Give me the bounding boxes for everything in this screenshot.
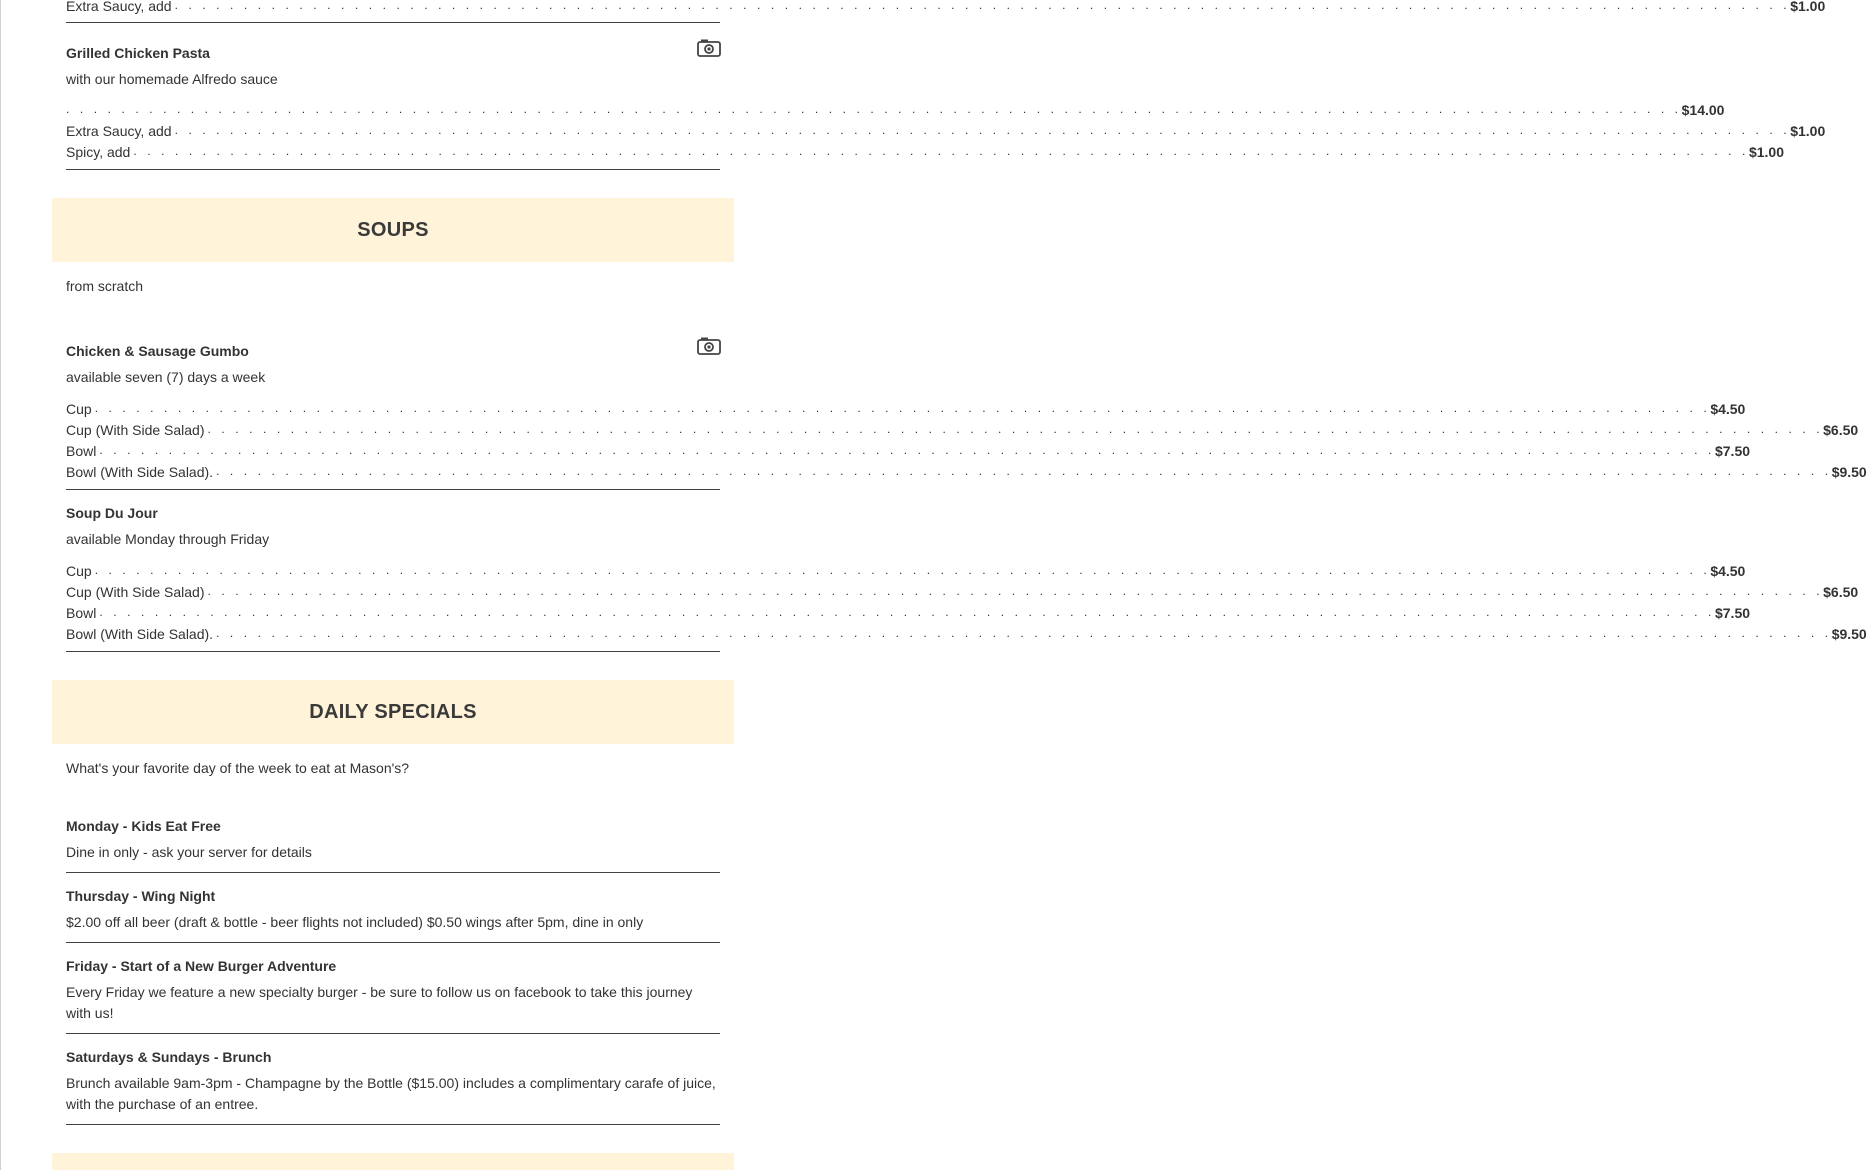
section-title: DAILY SPECIALS <box>309 700 477 723</box>
special-item-title: Friday - Start of a New Burger Adventure <box>66 958 337 974</box>
price-label: Bowl <box>66 443 97 459</box>
price-value: $4.50 <box>1710 401 1746 417</box>
price-label: Bowl (With Side Salad). <box>66 464 214 480</box>
price-value: $1.00 <box>1790 123 1826 139</box>
item-divider <box>66 872 720 873</box>
section-subtitle: from scratch <box>66 278 144 294</box>
menu-item-description: with our homemade Alfredo sauce <box>66 71 278 87</box>
price-value: $4.50 <box>1710 563 1746 579</box>
price-row <box>66 139 1785 160</box>
price-leader-dots: . . . . . . . . . . . . . . . . . . . . . . . . . . . . . . . . . . . . . . . . . . . . . . . . . . . . . . . . . . . . . . . . . . . . . . . . . . . . . . . . . . . . . . . . . . . . . . . . . . . . . . . . . . . . . . . . . . . . . <box>66 102 1682 116</box>
price-label: Cup <box>66 563 92 579</box>
price-value: $9.50 <box>1831 626 1867 642</box>
price-leader-dots: . . . . . . . . . . . . . . . . . . . . . . . . . . . . . . . . . . . . . . . . . . . . . . . . . . . . . . . . . . . . . . . . . . . . . . . . . . . . . . . . . . . . . . . . . . . . . . . . . . . . . . . . . . . . . . . . . . . . . <box>207 584 1824 598</box>
price-row <box>66 621 1867 642</box>
price-leader-dots: . . . . . . . . . . . . . . . . . . . . . . . . . . . . . . . . . . . . . . . . . . . . . . . . . . . . . . . . . . . . . . . . . . . . . . . . . . . . . . . . . . . . . . . . . . . . . . . . . . . . . . . . . . . . . . . . . . . . . <box>174 123 1791 137</box>
special-item <box>66 817 720 835</box>
price-value: $14.00 <box>1681 102 1725 118</box>
item-divider <box>66 942 720 943</box>
menu-item-title: Chicken & Sausage Gumbo <box>66 343 249 359</box>
price-leader-dots: . . . . . . . . . . . . . . . . . . . . . . . . . . . . . . . . . . . . . . . . . . . . . . . . . . . . . . . . . . . . . . . . . . . . . . . . . . . . . . . . . . . . . . . . . . . . . . . . . . . . . . . . . . . . . . . . . . . . . <box>174 0 1791 12</box>
menu-item-description: available Monday through Friday <box>66 531 270 547</box>
price-label: Bowl <box>66 605 97 621</box>
menu-item <box>66 44 720 62</box>
price-row <box>66 396 1746 417</box>
special-item-description: Brunch available 9am-3pm - Champagne by the Bottle ($15.00) includes a complimentary carafe of juice, with the purchase of an entree. <box>66 1075 716 1112</box>
camera-icon[interactable] <box>697 38 721 58</box>
price-leader-dots: . . . . . . . . . . . . . . . . . . . . . . . . . . . . . . . . . . . . . . . . . . . . . . . . . . . . . . . . . . . . . . . . . . . . . . . . . . . . . . . . . . . . . . . . . . . . . . . . . . . . . . . . . . . . . . . . . . . . . <box>94 563 1711 577</box>
price-leader-dots: . . . . . . . . . . . . . . . . . . . . . . . . . . . . . . . . . . . . . . . . . . . . . . . . . . . . . . . . . . . . . . . . . . . . . . . . . . . . . . . . . . . . . . . . . . . . . . . . . . . . . . . . . . . . . . . . . . . . . <box>216 626 1832 640</box>
section-header <box>52 1153 734 1170</box>
price-leader-dots: . . . . . . . . . . . . . . . . . . . . . . . . . . . . . . . . . . . . . . . . . . . . . . . . . . . . . . . . . . . . . . . . . . . . . . . . . . . . . . . . . . . . . . . . . . . . . . . . . . . . . . . . . . . . . . . . . . . . . <box>133 144 1749 158</box>
price-label: Spicy, add <box>66 144 131 160</box>
menu-item-title: Grilled Chicken Pasta <box>66 45 210 61</box>
item-divider <box>66 169 720 170</box>
price-label: Cup (With Side Salad) <box>66 422 205 438</box>
price-leader-dots: . . . . . . . . . . . . . . . . . . . . . . . . . . . . . . . . . . . . . . . . . . . . . . . . . . . . . . . . . . . . . . . . . . . . . . . . . . . . . . . . . . . . . . . . . . . . . . . . . . . . . . . . . . . . . . . . . . . . . <box>94 401 1711 415</box>
item-divider <box>66 489 720 490</box>
price-row <box>66 558 1746 579</box>
special-item-description: Dine in only - ask your server for details <box>66 844 312 860</box>
section-header <box>52 680 734 744</box>
price-row <box>66 97 1725 118</box>
price-row <box>66 417 1859 438</box>
price-leader-dots: . . . . . . . . . . . . . . . . . . . . . . . . . . . . . . . . . . . . . . . . . . . . . . . . . . . . . . . . . . . . . . . . . . . . . . . . . . . . . . . . . . . . . . . . . . . . . . . . . . . . . . . . . . . . . . . . . . . . . <box>99 605 1715 619</box>
price-leader-dots: . . . . . . . . . . . . . . . . . . . . . . . . . . . . . . . . . . . . . . . . . . . . . . . . . . . . . . . . . . . . . . . . . . . . . . . . . . . . . . . . . . . . . . . . . . . . . . . . . . . . . . . . . . . . . . . . . . . . . <box>99 443 1715 457</box>
special-item <box>66 887 720 905</box>
price-label: Cup (With Side Salad) <box>66 584 205 600</box>
menu-item-title: Soup Du Jour <box>66 505 158 521</box>
price-leader-dots: . . . . . . . . . . . . . . . . . . . . . . . . . . . . . . . . . . . . . . . . . . . . . . . . . . . . . . . . . . . . . . . . . . . . . . . . . . . . . . . . . . . . . . . . . . . . . . . . . . . . . . . . . . . . . . . . . . . . . <box>216 464 1832 478</box>
special-item <box>66 957 720 975</box>
section-title: SOUPS <box>357 218 429 241</box>
price-row <box>66 118 1826 139</box>
price-value: $7.50 <box>1714 443 1751 459</box>
special-item-title: Thursday - Wing Night <box>66 888 216 904</box>
item-divider <box>66 651 720 652</box>
section-subtitle: What's your favorite day of the week to eat at Mason's? <box>66 760 410 776</box>
price-label: Extra Saucy, add <box>66 123 172 139</box>
item-divider <box>66 22 720 23</box>
special-item-title: Saturdays & Sundays - Brunch <box>66 1049 272 1065</box>
menu-item <box>66 342 720 360</box>
menu-item <box>66 504 720 522</box>
price-row <box>66 438 1751 459</box>
price-value: $1.00 <box>1748 144 1785 160</box>
price-row <box>66 579 1859 600</box>
price-row <box>66 600 1751 621</box>
price-value: $1.00 <box>1790 0 1826 14</box>
price-value: $9.50 <box>1831 464 1867 480</box>
camera-icon[interactable] <box>697 336 721 356</box>
price-row <box>66 0 1826 14</box>
special-item-title: Monday - Kids Eat Free <box>66 818 221 834</box>
price-value: $6.50 <box>1823 584 1859 600</box>
price-row <box>66 459 1867 480</box>
special-item-description: Every Friday we feature a new specialty burger - be sure to follow us on facebook to take this journey with us! <box>66 984 693 1021</box>
price-label: Bowl (With Side Salad). <box>66 626 214 642</box>
price-value: $6.50 <box>1823 422 1859 438</box>
special-item <box>66 1048 720 1066</box>
item-divider <box>66 1033 720 1034</box>
section-header <box>52 198 734 262</box>
page-left-border <box>0 0 1 1170</box>
price-leader-dots: . . . . . . . . . . . . . . . . . . . . . . . . . . . . . . . . . . . . . . . . . . . . . . . . . . . . . . . . . . . . . . . . . . . . . . . . . . . . . . . . . . . . . . . . . . . . . . . . . . . . . . . . . . . . . . . . . . . . . <box>207 422 1824 436</box>
item-divider <box>66 1124 720 1125</box>
price-value: $7.50 <box>1714 605 1751 621</box>
price-label: Extra Saucy, add <box>66 0 172 14</box>
special-item-description: $2.00 off all beer (draft & bottle - beer flights not included) $0.50 wings after 5pm, dine in only <box>66 914 644 930</box>
price-label: Cup <box>66 401 92 417</box>
menu-item-description: available seven (7) days a week <box>66 369 266 385</box>
